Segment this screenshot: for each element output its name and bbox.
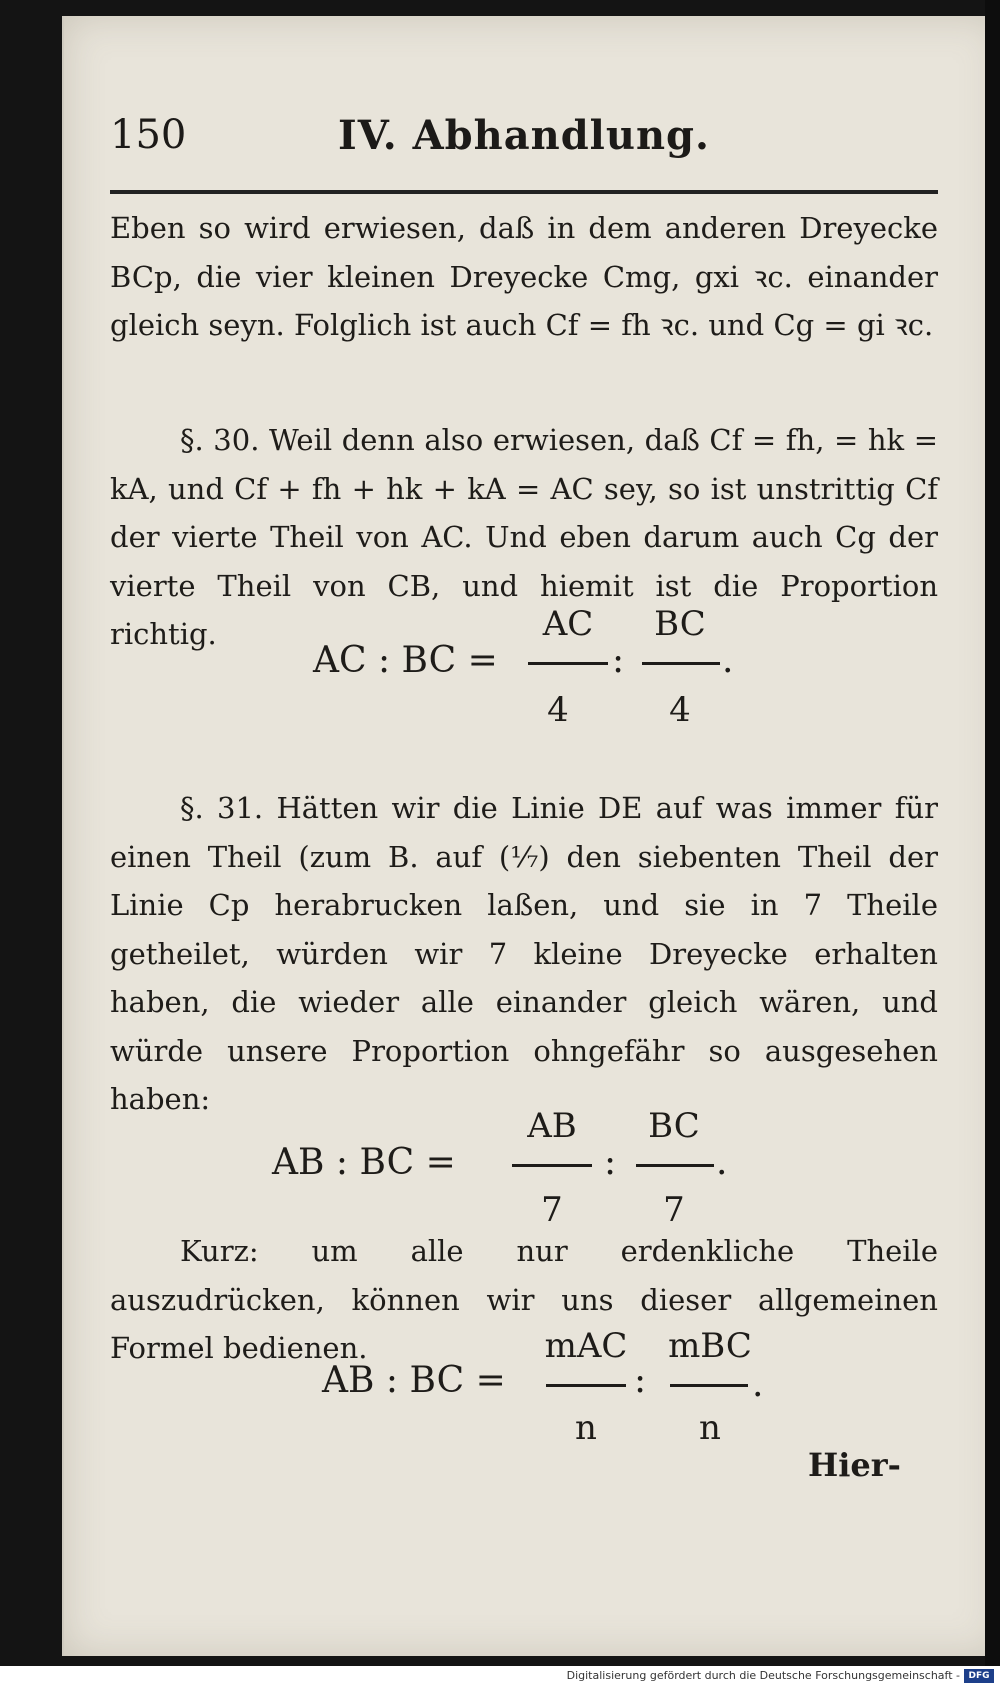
formula-1-denominator-2: 4 (669, 690, 691, 730)
formula-2-lhs: AB : BC = (272, 1142, 456, 1183)
formula-3-denominator-2: n (699, 1408, 721, 1448)
formula-1-fraction-line-1 (528, 662, 608, 665)
formula-2-denominator-1: 7 (541, 1190, 563, 1230)
formula-2-numerator-1: AB (527, 1106, 577, 1146)
header-rule (110, 190, 938, 194)
formula-2-numerator-2: BC (648, 1106, 700, 1146)
formula-2-fraction-line-1 (512, 1164, 592, 1167)
formula-3-numerator-2: mBC (668, 1326, 752, 1366)
formula-2-separator: : (604, 1142, 617, 1183)
dfg-logo: DFG (964, 1669, 994, 1683)
paragraph-section-30: §. 30. Weil denn also erwiesen, daß Cf = fh, = hk = kA, und Cf + fh + hk + kA = AC sey, so ist unstrittig Cf der vierte Theil von AC. Und eben darum auch Cg der vierte Theil von CB, und hiemit ist die Proportion richtig. (110, 423, 938, 651)
formula-3-fraction-line-2 (670, 1384, 748, 1387)
formula-1-end: . (722, 640, 734, 681)
footer (0, 1666, 1000, 1687)
formula-3-denominator-1: n (575, 1408, 597, 1448)
formula-3-numerator-1: mAC (544, 1326, 628, 1366)
paragraph-section-31: §. 31. Hätten wir die Linie DE auf was immer für einen Theil (zum B. auf (¹⁄₇) den siebenten Theil der Linie Cp herabrucken laßen, und sie in 7 Theile getheilet, würden wir 7 kleine Dreyecke erhalten haben, die wieder alle einander gleich wären, und würde unsere Proportion ohngefähr so ausgesehen haben: (110, 791, 938, 1116)
formula-3-fraction-line-1 (546, 1384, 626, 1387)
formula-3-separator: : (634, 1360, 647, 1401)
book-spine-edge (985, 0, 1000, 1666)
page-number: 150 (110, 112, 187, 158)
formula-3-lhs: AB : BC = (322, 1360, 506, 1401)
formula-1-numerator-2: BC (654, 604, 706, 644)
formula-1-numerator-1: AC (542, 604, 594, 644)
paragraph-conclusion: Kurz: um alle nur erdenkliche Theile auszudrücken, können wir uns dieser allgemeinen Formel bedienen. (110, 1234, 938, 1365)
formula-2-denominator-2: 7 (663, 1190, 685, 1230)
formula-3-end: . (752, 1364, 764, 1405)
paragraph-1: Eben so wird erwiesen, daß in dem anderen Dreyecke BCp, die vier kleinen Dreyecke Cmg, gxi ꝛc. einander gleich seyn. Folglich ist auch Cf = fh ꝛc. und Cg = gi ꝛc. (110, 211, 938, 342)
footer-credit: Digitalisierung gefördert durch die Deutsche Forschungsgemeinschaft - (566, 1669, 960, 1682)
formula-1-denominator-1: 4 (547, 690, 569, 730)
formula-1-lhs: AC : BC = (313, 640, 498, 681)
formula-1-separator: : (612, 640, 625, 681)
formula-1-fraction-line-2 (642, 662, 720, 665)
page-header (110, 112, 940, 172)
formula-2-end: . (716, 1142, 728, 1183)
running-head: IV. Abhandlung. (338, 112, 710, 159)
formula-2-fraction-line-2 (636, 1164, 714, 1167)
catchword: Hier- (808, 1446, 901, 1484)
